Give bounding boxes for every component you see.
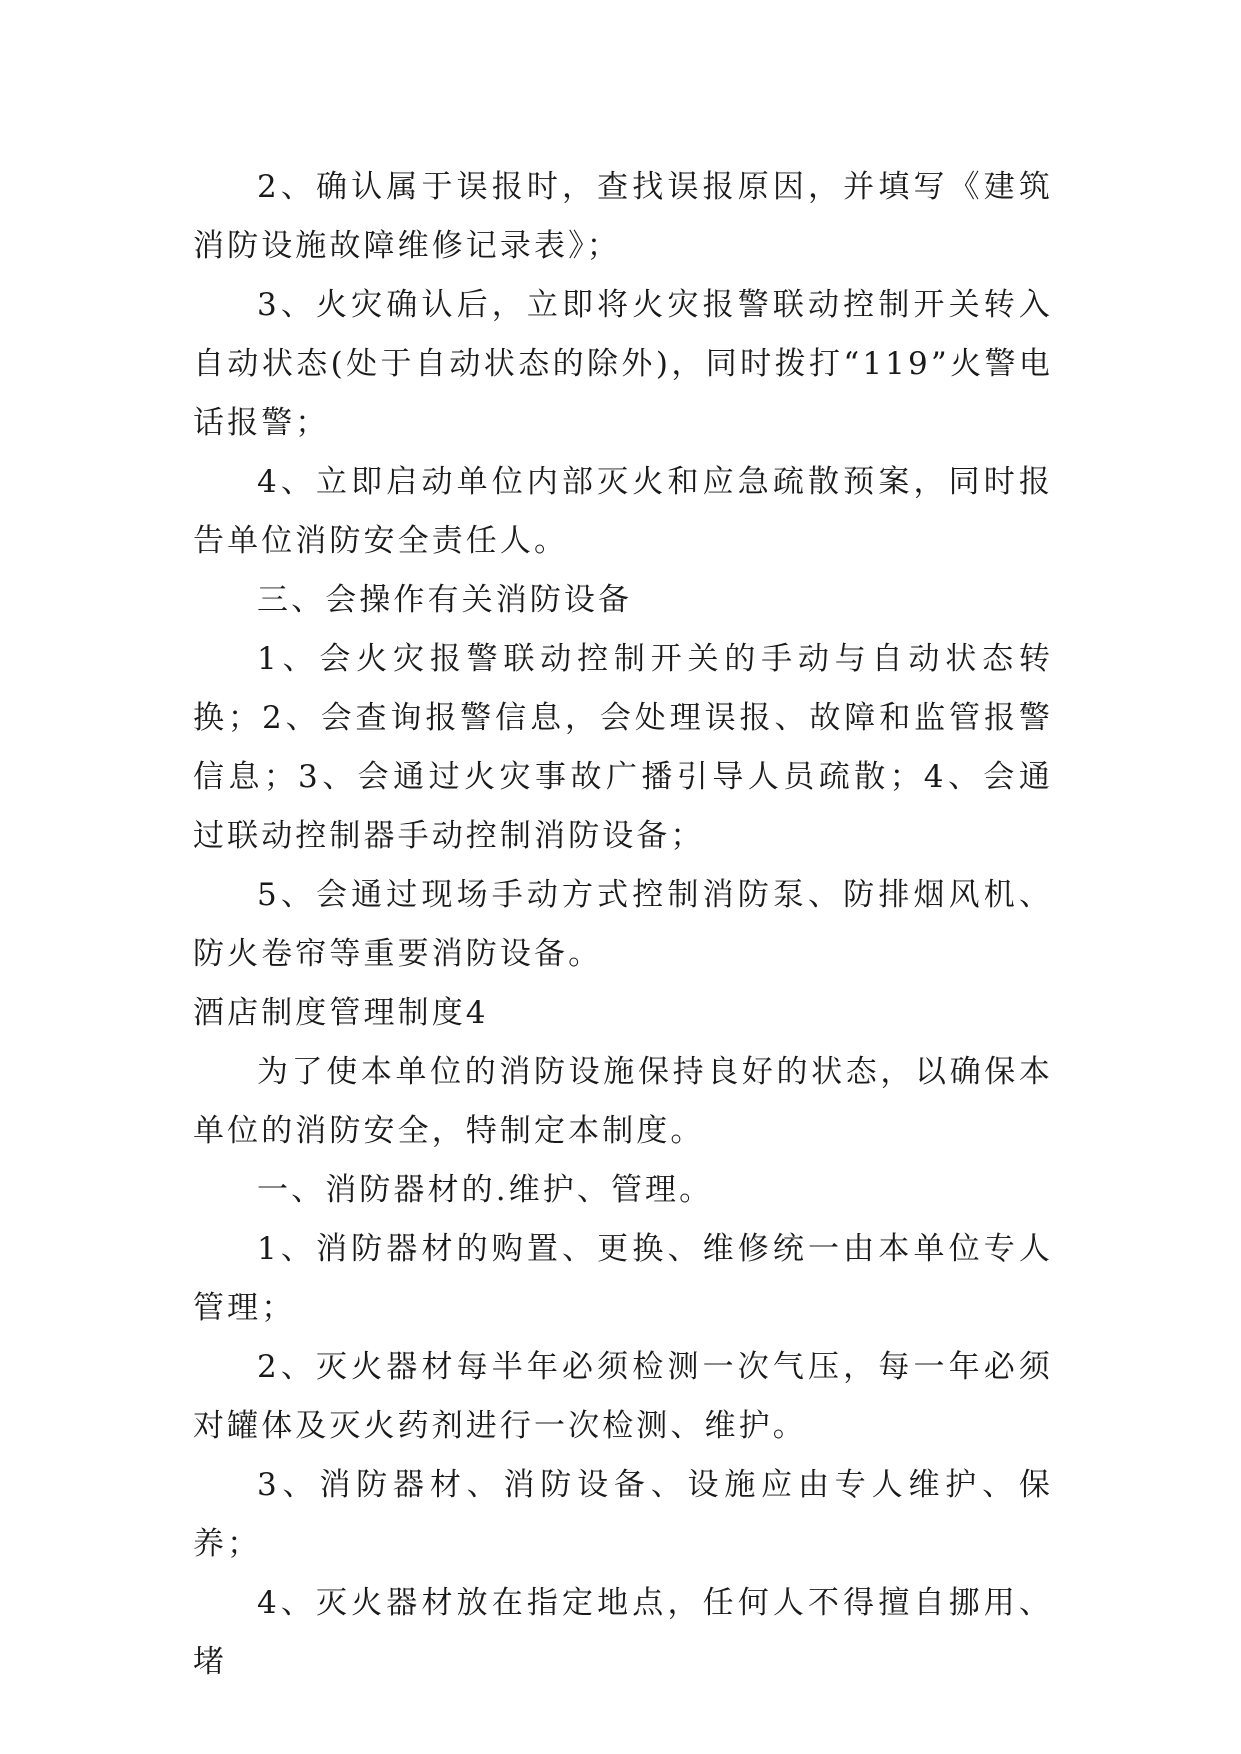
document-section-title: 酒店制度管理制度4 [193, 995, 489, 1031]
paragraph-upkeep: 3、消防器材、消防设备、设施应由专人维护、保养； [193, 1467, 1053, 1562]
section-heading-maintenance: 一、消防器材的.维护、管理。 [257, 1172, 714, 1208]
paragraph-operation-items: 1、会火灾报警联动控制开关的手动与自动状态转换；2、会查询报警信息，会处理误报、故障和监管报警信息；3、会通过火灾事故广播引导人员疏散；4、会通过联动控制器手动控制消防设备； [193, 641, 1053, 854]
paragraph-false-alarm: 2、确认属于误报时，查找误报原因，并填写《建筑消防设施故障维修记录表》； [193, 169, 1053, 264]
paragraph-purpose: 为了使本单位的消防设施保持良好的状态，以确保本单位的消防安全，特制定本制度。 [193, 1054, 1053, 1149]
paragraph-emergency-plan: 4、立即启动单位内部灭火和应急疏散预案，同时报告单位消防安全责任人。 [193, 464, 1053, 559]
section-heading-operate-equipment: 三、会操作有关消防设备 [257, 582, 633, 618]
paragraph-inspection: 2、灭火器材每半年必须检测一次气压，每一年必须对罐体及灭火药剂进行一次检测、维护。 [193, 1349, 1053, 1444]
document-body [193, 158, 1053, 1692]
paragraph-placement: 4、灭火器材放在指定地点，任何人不得擅自挪用、堵 [193, 1585, 1053, 1680]
paragraph-manual-control: 5、会通过现场手动方式控制消防泵、防排烟风机、防火卷帘等重要消防设备。 [193, 877, 1053, 972]
paragraph-fire-confirmed: 3、火灾确认后，立即将火灾报警联动控制开关转入自动状态(处于自动状态的除外)，同时拨打“119”火警电话报警； [193, 287, 1053, 441]
paragraph-procurement: 1、消防器材的购置、更换、维修统一由本单位专人管理； [193, 1231, 1053, 1326]
